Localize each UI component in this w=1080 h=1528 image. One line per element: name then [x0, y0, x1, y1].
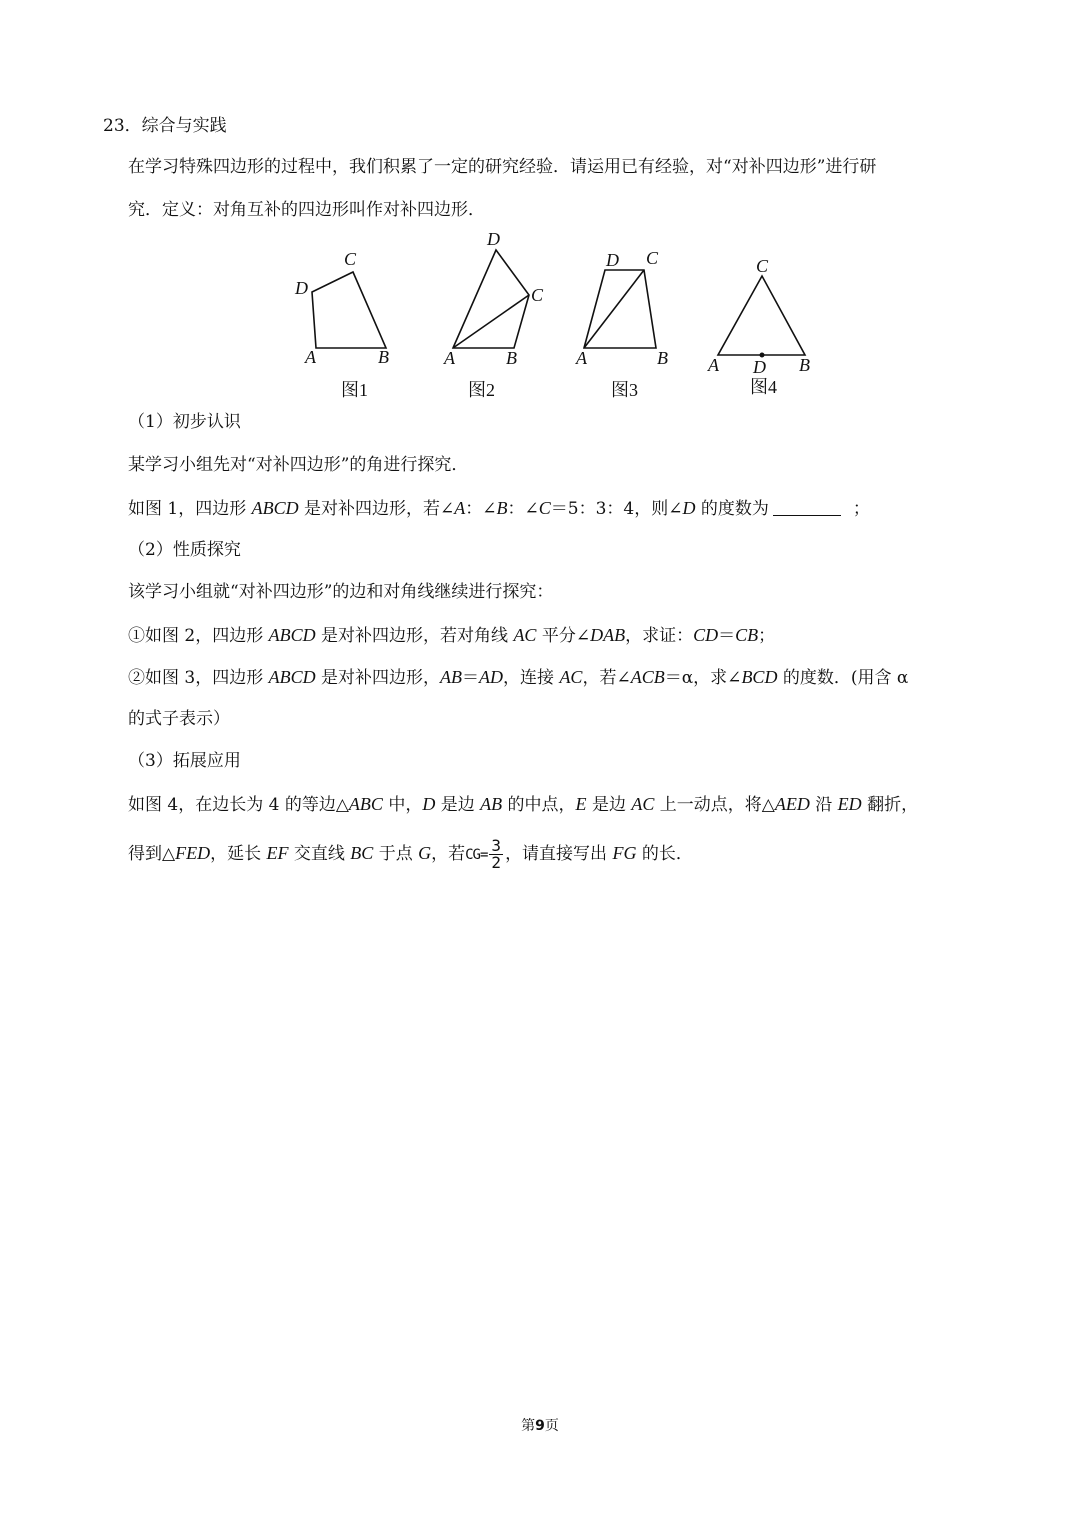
answer-blank[interactable]	[773, 497, 841, 516]
fig2-label-d: D	[487, 229, 500, 249]
figures-diagram	[0, 0, 1080, 420]
fig1-label-b: B	[378, 347, 389, 367]
fig1-label-d: D	[295, 278, 308, 298]
figure-3-quadrilateral	[584, 270, 656, 348]
part2-title: （2）性质探究	[128, 540, 241, 560]
question-heading: 23．综合与实践	[103, 116, 227, 136]
figure-1	[312, 272, 386, 348]
fig3-label-d: D	[606, 250, 619, 270]
figure-2-quadrilateral	[453, 250, 529, 348]
fig4-label-d: D	[753, 357, 766, 377]
page-number: 9	[535, 1418, 545, 1434]
part2-question-2-cont: 的式子表示）	[128, 709, 230, 729]
figure-4-triangle	[718, 276, 805, 355]
fig1-label-c: C	[344, 249, 357, 269]
fraction-three-halves: $\frac{3}{2}$	[491, 836, 502, 872]
fig2-label-a: A	[444, 348, 455, 368]
fig2-label-b: B	[506, 348, 517, 368]
figure-1-quadrilateral	[312, 272, 386, 348]
fig2-label-c: C	[531, 285, 544, 305]
figure-3	[584, 270, 656, 348]
fig4-label-b: B	[799, 355, 810, 375]
intro-line-1: 在学习特殊四边形的过程中，我们积累了一定的研究经验．请运用已有经验，对“对补四边形”进行研	[128, 157, 877, 177]
intro-line-2: 究．定义：对角互补的四边形叫作对补四边形．	[128, 200, 485, 220]
part2-question-1: ①如图 2，四边形 ABCD 是对补四边形，若对角线 AC 平分∠DAB，求证：CD＝CB；	[128, 625, 776, 646]
fig1-label-a: A	[305, 347, 316, 367]
fig1-caption: 图1	[341, 380, 368, 400]
fig3-caption: 图3	[611, 380, 638, 400]
part1-line-1: 某学习小组先对“对补四边形”的角进行探究．	[128, 455, 469, 475]
fig4-label-c: C	[756, 256, 769, 276]
part1-title: （1）初步认识	[128, 412, 241, 432]
fig2-caption: 图2	[468, 380, 495, 400]
fig4-label-a: A	[708, 355, 719, 375]
part3-title: （3）拓展应用	[128, 751, 241, 771]
cg-label: CG=	[465, 847, 488, 863]
part1-line-2: 如图 1，四边形 ABCD 是对补四边形，若∠A：∠B：∠C＝5：3：4，则∠D 的度数为 ；	[128, 498, 870, 519]
figure-2	[453, 250, 529, 348]
fig3-label-c: C	[646, 248, 659, 268]
fig3-label-b: B	[657, 348, 668, 368]
part3-line-2: 得到△FED，延长 EF 交直线 BC 于点 G，若CG= $\frac{3}{2}$ ，请直接写出 FG 的长．	[128, 836, 693, 872]
figure-4	[718, 276, 805, 355]
part3-line-1: 如图 4，在边长为 4 的等边△ABC 中，D 是边 AB 的中点，E 是边 AC 上一动点，将△AED 沿 ED 翻折，	[128, 794, 919, 815]
part2-line-1: 该学习小组就“对补四边形”的边和对角线继续进行探究：	[128, 582, 554, 602]
part2-question-2: ②如图 3，四边形 ABCD 是对补四边形，AB＝AD，连接 AC，若∠ACB＝α，求∠BCD 的度数．(用含 α	[128, 667, 909, 688]
figure-3-diagonal-ac	[584, 270, 644, 348]
fig4-caption: 图4	[750, 377, 777, 397]
page-footer: 第9页	[521, 1418, 559, 1434]
fig3-label-a: A	[576, 348, 587, 368]
